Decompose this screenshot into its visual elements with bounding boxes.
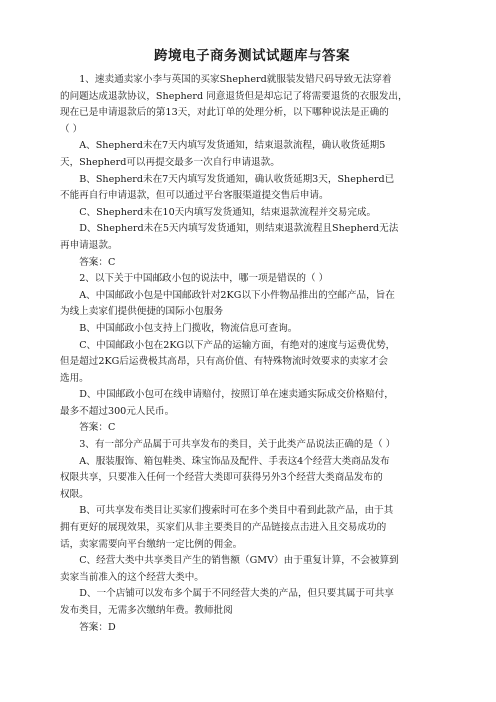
- paragraph: 现在已是申请退款后的第13天，对此订单的处理分析，以下哪种说法是正确的: [60, 107, 389, 119]
- paragraph: 拥有更好的展现效果，买家们从非主要类目的产品链接点击进入且交易成功的: [60, 522, 387, 534]
- document-body: [60, 72, 444, 636]
- document-title: 跨境电子商务测试试题库与答案: [154, 48, 350, 64]
- paragraph: 最多不超过300元人民币。: [60, 405, 175, 417]
- paragraph: A、服装服饰、箱包鞋类、珠宝饰品及配件、手表这4个经营大类商品发布: [79, 455, 390, 467]
- paragraph: 卖家当前准入的这个经营大类中。: [60, 571, 204, 583]
- paragraph: 选用。: [60, 372, 89, 384]
- paragraph: B、中国邮政小包支持上门揽收，物流信息可查询。: [79, 322, 298, 334]
- paragraph: 发布类目，无需多次缴纳年费。教师批阅: [60, 605, 233, 616]
- paragraph: 天，Shepherd可以再提交最多一次自行申请退款。: [60, 156, 280, 168]
- paragraph: 不能再自行申请退款，但可以通过平台客服渠道提交售后申请。: [60, 190, 329, 202]
- paragraph: 但是超过2KG后运费极其高昂，只有高价值、有特殊物流时效要求的卖家才会: [60, 356, 388, 368]
- paragraph: C、经营大类中共享类目产生的销售额（GMV）由于重复计算，不会被算到: [79, 555, 399, 567]
- paragraph: 权限共享，只要准入任何一个经营大类即可获得另外3个经营大类商品发布的: [60, 472, 383, 484]
- paragraph: C、中国邮政小包在2KG以下产品的运输方面，有绝对的速度与运费优势，: [79, 339, 396, 351]
- paragraph: （ ）: [60, 123, 83, 135]
- paragraph: D、一个店铺可以发布多个属于不同经营大类的产品，但只要其属于可共享: [79, 588, 394, 600]
- paragraph: 1、速卖通卖家小李与英国的买家Shepherd就服装发错尺码导致无法穿着: [79, 74, 392, 85]
- paragraph: D、Shepherd未在5天内填写发货通知，则结束退款流程且Shepherd无法: [79, 223, 399, 235]
- paragraph: 的问题达成退款协议，Shepherd 同意退货但是却忘记了将需要退货的衣服发出，: [60, 90, 408, 102]
- paragraph: B、可共享发布类目让买家们搜索时可在多个类目中看到此款产品，由于其: [79, 505, 394, 517]
- paragraph: 为线上卖家们提供便捷的国际小包服务: [60, 306, 224, 318]
- paragraph: 3、有一部分产品属于可共享发布的类目，关于此类产品说法正确的是（ ）: [79, 439, 396, 451]
- paragraph: 再申请退款。: [60, 239, 118, 251]
- answer-line: 答案：C: [79, 256, 116, 268]
- answer-line: 答案：C: [79, 422, 116, 434]
- paragraph: 权限。: [60, 488, 89, 500]
- paragraph: 2、以下关于中国邮政小包的说法中，哪一项是错误的（ ）: [79, 273, 329, 285]
- paragraph: 话，卖家需要向平台缴纳一定比例的佣金。: [60, 538, 243, 550]
- paragraph: A、Shepherd未在7天内填写发货通知，结束退款流程，确认收货延期5: [79, 140, 386, 152]
- paragraph: C、Shepherd未在10天内填写发货通知，结束退款流程并交易完成。: [79, 206, 377, 218]
- paragraph: D、中国邮政小包可在线申请赔付，按照订单在速卖通实际成交价格赔付，: [79, 389, 394, 401]
- paragraph: A、中国邮政小包是中国邮政针对2KG以下小件物品推出的空邮产品，旨在: [79, 289, 395, 301]
- paragraph: B、Shepherd未在7天内填写发货通知，确认收货延期3天，Shepherd已: [79, 173, 395, 185]
- answer-line: 答案：D: [79, 621, 116, 633]
